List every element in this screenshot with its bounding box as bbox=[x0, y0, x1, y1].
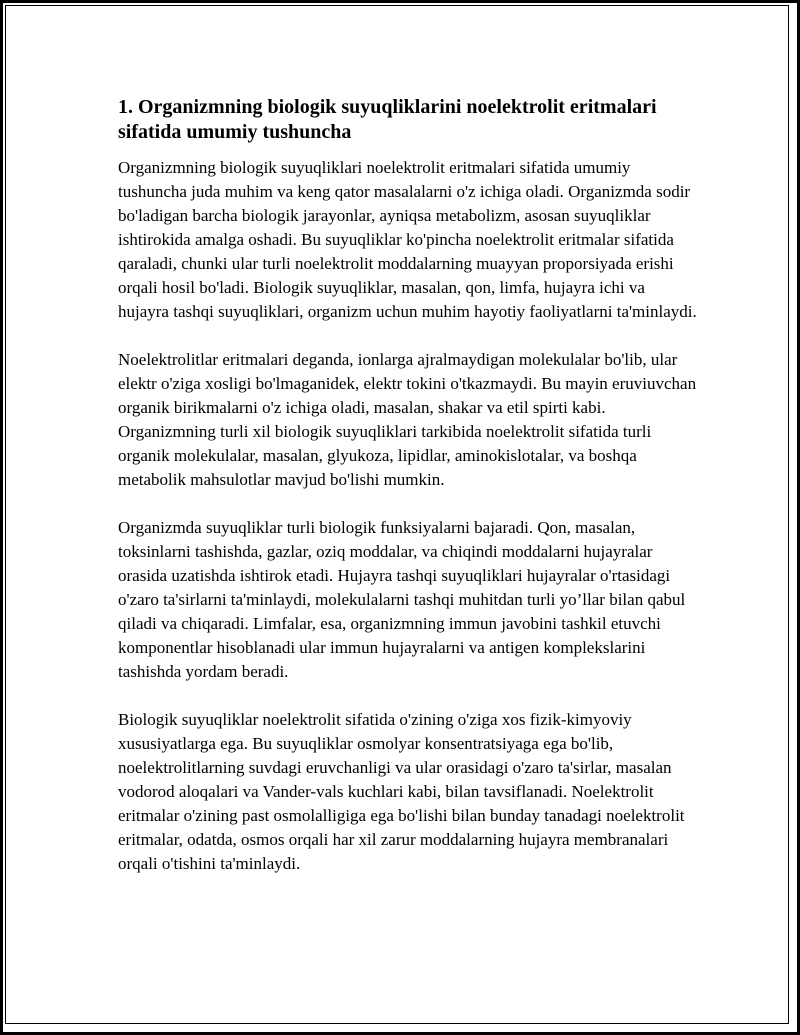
paragraph-1: Organizmning biologik suyuqliklari noelektrolit eritmalari sifatida umumiy tushuncha juda muhim va keng qator masalalarni o'z ichiga oladi. Organizmda sodir bo'ladigan barcha biologik jarayonlar, ayniqsa metabolizm, asosan suyuqliklar ishtirokida amalga oshadi. Bu suyuqliklar ko'pincha noelektrolit eritmalar sifatida qaraladi, chunki ular turli noelektrolit moddalarning muayyan proporsiyada erishi orqali hosil bo'ladi. Biologik suyuqliklar, masalan, qon, limfa, hujayra ichi va hujayra tashqi suyuqliklari, organizm uchun muhim hayotiy faoliyatlarni ta'minlaydi. bbox=[118, 158, 697, 321]
paragraph-4: Biologik suyuqliklar noelektrolit sifatida o'zining o'ziga xos fizik-kimyoviy xususiyatlarga ega. Bu suyuqliklar osmolyar konsentratsiyaga ega bo'lib, noelektrolitlarning suvdagi eruvchanligi va ular orasidagi o'zaro ta'sirlar, masalan vodorod aloqalari va Vander-vals kuchlari kabi, bilan tavsiflanadi. Noelektrolit eritmalar o'zining past osmolalligiga ega bo'lishi bilan bunday tanadagi noelektrolit eritmalar, odatda, osmos orqali har xil zarur moddalarning hujayra membranalari orqali o'tishini ta'minlaydi. bbox=[118, 710, 685, 873]
document-title: 1. Organizmning biologik suyuqliklarini noelektrolit eritmalari sifatida umumiy tushuncha bbox=[118, 96, 657, 143]
paragraph-3: Organizmda suyuqliklar turli biologik funksiyalarni bajaradi. Qon, masalan, toksinlarni tashishda, gazlar, oziq moddalar, va chiqindi moddalarni hujayralar orasida uzatishda ishtirok etadi. Hujayra tashqi suyuqliklari hujayralar o'rtasidagi o'zaro ta'sirlarni ta'minlaydi, molekulalarni tashqi muhitdan turli yo’llar bilan qabul qiladi va chiqaradi. Limfalar, esa, organizmning immun javobini tashkil etuvchi komponentlar hisoblanadi ular immun hujayralarni va antigen komplekslarini tashishda yordam beradi. bbox=[118, 518, 686, 681]
document-body bbox=[118, 95, 698, 900]
paragraph-2: Noelektrolitlar eritmalari deganda, ionlarga ajralmaydigan molekulalar bo'lib, ular elektr o'ziga xosligi bo'lmaganidek, elektr tokini o'tkazmaydi. Bu mayin eruviuvchan organik birikmalarni o'z ichiga oladi, masalan, shakar va etil spirti kabi. Organizmning turli xil biologik suyuqliklari tarkibida noelektrolit sifatida turli organik molekulalar, masalan, glyukoza, lipidlar, aminokislotalar, va boshqa metabolik mahsulotlar mavjud bo'lishi mumkin. bbox=[118, 350, 697, 489]
